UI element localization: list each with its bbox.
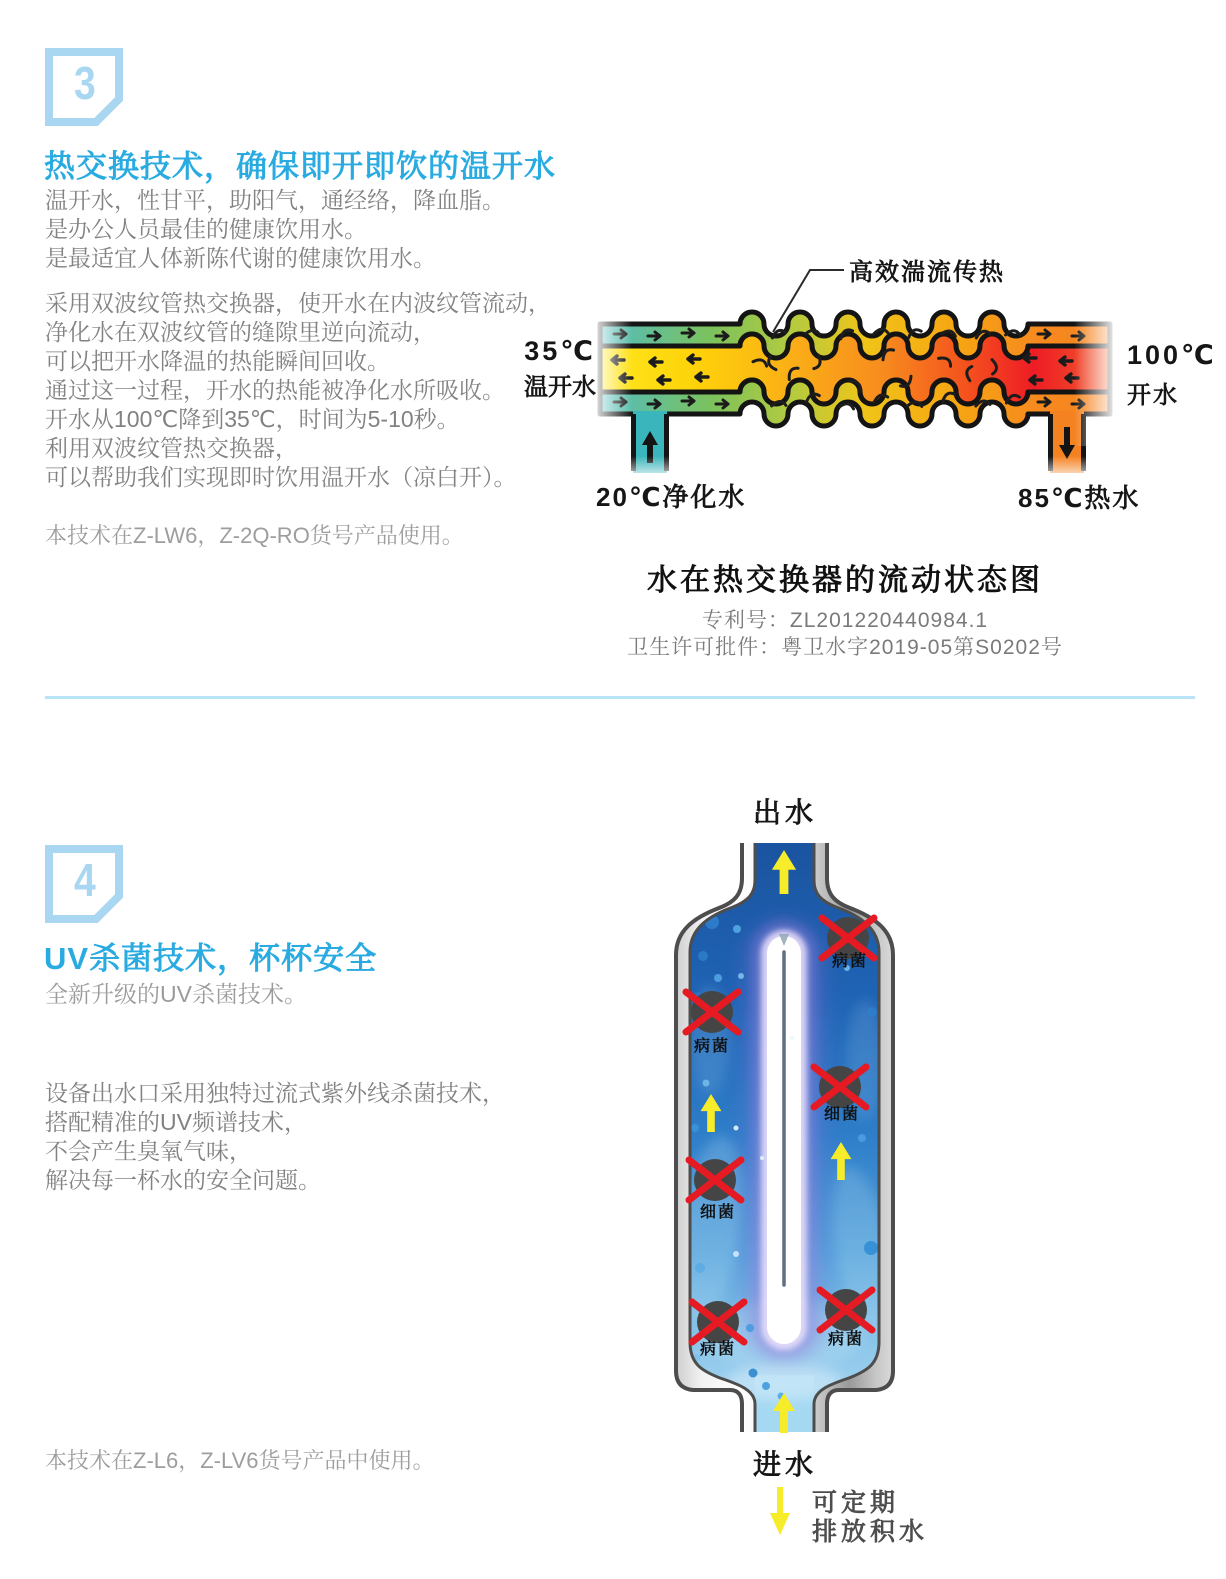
inlet-water-label: 20℃净化水 [596, 482, 747, 512]
body-line: 通过这一过程，开水的热能被净化水所吸收。 [45, 377, 505, 403]
left-temp-label: 35℃ [524, 336, 596, 366]
germ-label: 病菌 [831, 953, 868, 970]
intro-line: 温开水，性甘平，助阳气，通经络，降血脂。 [45, 187, 505, 213]
section4-body [45, 1079, 505, 1195]
section4-note: 本技术在Z-L6，Z-LV6货号产品中使用。 [45, 1448, 435, 1473]
section3-note: 本技术在Z-LW6，Z-2Q-RO货号产品使用。 [45, 523, 464, 548]
germ-label: 病菌 [693, 1038, 730, 1055]
left-water-label: 温开水 [524, 374, 596, 401]
germ-label: 病菌 [699, 1341, 736, 1358]
body-line: 利用双波纹管热交换器， [45, 435, 298, 461]
germ-x-icon [689, 1159, 741, 1201]
body-line: 搭配精准的UV频谱技术， [45, 1109, 307, 1135]
right-water-label: 开水 [1127, 382, 1179, 409]
body-line: 净化水在双波纹管的缝隙里逆向流动， [45, 319, 436, 345]
germ-x-icon [686, 991, 738, 1033]
section3-number-badge [45, 48, 123, 126]
germ-label: 细菌 [699, 1204, 736, 1221]
body-line: 可以把开水降温的热能瞬间回收。 [45, 348, 390, 374]
diagram-caption: 水在热交换器的流动状态图 [647, 564, 1043, 597]
hygiene-license: 卫生许可批件：粤卫水字2019-05第S0202号 [627, 636, 1063, 659]
uv-inlet-label: 进水 [752, 1449, 817, 1480]
uv-lamp [740, 915, 829, 1365]
section4-number: 4 [73, 854, 95, 906]
section4-subtitle: 全新升级的UV杀菌技术。 [45, 981, 307, 1007]
germ-label: 病菌 [827, 1331, 864, 1348]
turbulence-annotation: 高效湍流传热 [849, 259, 1005, 286]
body-line: 可以帮助我们实现即时饮用温开水（凉白开）。 [45, 464, 517, 490]
body-line: 设备出水口采用独特过流式紫外线杀菌技术， [45, 1080, 505, 1106]
section3-title: 热交换技术，确保即开即饮的温开水 [44, 149, 556, 184]
germ-x-icon [820, 1289, 872, 1331]
intro-line: 是最适宜人体新陈代谢的健康饮用水。 [45, 245, 436, 271]
patent-number: 专利号：ZL201220440984.1 [701, 609, 989, 632]
section-divider [45, 696, 1195, 699]
drain-down-arrow-icon [770, 1487, 790, 1537]
drain-note-line1: 可定期 [812, 1489, 900, 1517]
section4-number-badge [45, 845, 123, 923]
intro-line: 是办公人员最佳的健康饮用水。 [45, 216, 367, 242]
germ-label: 细菌 [823, 1106, 860, 1123]
body-line: 解决每一杯水的安全问题。 [45, 1167, 321, 1193]
body-line: 开水从100℃降到35℃，时间为5-10秒。 [45, 406, 460, 432]
body-line: 采用双波纹管热交换器，使开水在内波纹管流动， [45, 290, 551, 316]
section4-title: UV杀菌技术，杯杯安全 [44, 941, 378, 976]
section3-intro [45, 186, 505, 273]
outlet-water-label: 85℃热水 [1018, 483, 1141, 513]
body-line: 不会产生臭氧气味， [45, 1138, 252, 1164]
uv-outlet-label: 出水 [752, 797, 817, 828]
drain-note-line2: 排放积水 [812, 1518, 929, 1546]
section3-body [45, 289, 551, 492]
right-temp-label: 100℃ [1127, 340, 1217, 370]
section3-number: 3 [73, 57, 95, 109]
